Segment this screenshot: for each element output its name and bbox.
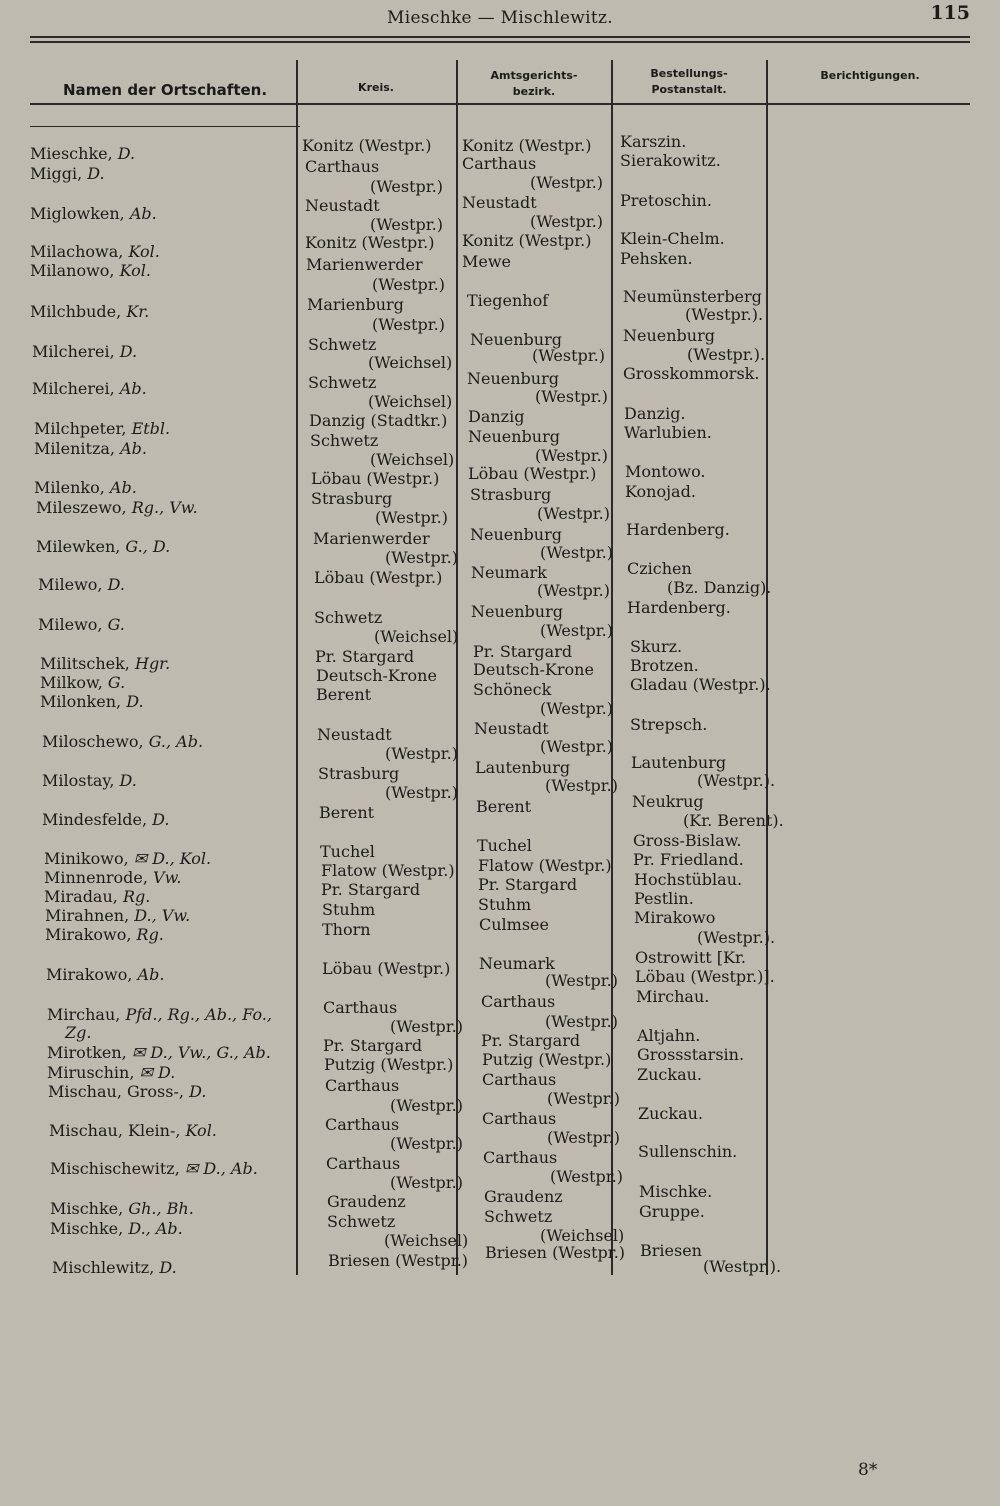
- column-header-post-2: Postanstalt.: [651, 83, 727, 96]
- header-rule-top: [30, 36, 970, 38]
- place-type: ✉ D., Kol.: [133, 849, 212, 868]
- amtsgericht-entry: Tiegenhof: [467, 291, 549, 310]
- kreis-entry: (Westpr.): [370, 177, 443, 196]
- kreis-entry: (Westpr.): [372, 315, 445, 334]
- column-divider-4: [766, 60, 768, 1275]
- kreis-entry: Löbau (Westpr.): [314, 568, 443, 587]
- place-type: D.: [107, 575, 125, 594]
- amtsgericht-entry: Strasburg: [470, 485, 552, 504]
- amtsgericht-entry: (Westpr.): [535, 387, 608, 406]
- place-name-entry: [44, 869, 181, 887]
- place-name: Mieschke,: [30, 144, 118, 163]
- place-name-entry: [44, 850, 211, 868]
- place-type: G.: [107, 615, 125, 634]
- amtsgericht-entry: Schöneck: [473, 680, 552, 699]
- place-type: Zg.: [65, 1023, 92, 1042]
- postanstalt-entry: (Westpr.).: [687, 345, 766, 364]
- place-type: Rg.: [122, 887, 151, 906]
- place-type: Ab.: [137, 965, 165, 984]
- place-name-entry: [47, 1064, 175, 1082]
- place-name: Milanowo,: [30, 261, 120, 280]
- kreis-entry: Strasburg: [318, 764, 400, 783]
- amtsgericht-entry: (Westpr.): [540, 621, 613, 640]
- postanstalt-entry: Neukrug: [632, 792, 704, 811]
- place-name-entry: [34, 420, 170, 438]
- place-name: Mischke,: [50, 1199, 129, 1218]
- amtsgericht-entry: Graudenz: [484, 1187, 563, 1206]
- place-name: Mirchau,: [47, 1005, 126, 1024]
- place-type: D., Ab.: [128, 1219, 183, 1238]
- place-name: Minnenrode,: [44, 868, 154, 887]
- postanstalt-entry: (Kr. Berent).: [683, 811, 784, 830]
- place-name-entry: [50, 1160, 258, 1178]
- kreis-entry: Marienwerder: [306, 255, 423, 274]
- place-type: Hgr.: [134, 654, 171, 673]
- kreis-entry: Marienburg: [307, 295, 404, 314]
- place-type: Kol.: [185, 1121, 217, 1140]
- postanstalt-entry: (Westpr.).: [697, 928, 776, 947]
- amtsgericht-entry: Carthaus: [482, 1070, 557, 1089]
- place-type: Gh., Bh.: [128, 1199, 194, 1218]
- place-name-entry: [44, 888, 150, 906]
- place-name: Mirakowo,: [46, 965, 138, 984]
- place-name: Milewo,: [38, 575, 108, 594]
- place-name-entry: [32, 380, 147, 398]
- amtsgericht-entry: Lautenburg: [475, 758, 571, 777]
- amtsgericht-entry: Neuenburg: [470, 525, 562, 544]
- place-name-entry: [30, 205, 157, 223]
- amtsgericht-entry: Tuchel: [477, 836, 532, 855]
- kreis-entry: Berent: [316, 685, 372, 704]
- postanstalt-entry: Sierakowitz.: [620, 151, 721, 170]
- place-name: Miradau,: [44, 887, 123, 906]
- place-name: Mirakowo,: [45, 925, 137, 944]
- place-name-entry: [30, 303, 149, 321]
- place-type: D.: [152, 810, 170, 829]
- amtsgericht-entry: Neuenburg: [468, 427, 560, 446]
- place-name: Mischlewitz,: [52, 1258, 160, 1277]
- amtsgericht-entry: Löbau (Westpr.): [468, 464, 597, 483]
- amtsgericht-entry: Carthaus: [482, 1109, 557, 1128]
- header-rule-bottom: [30, 103, 970, 105]
- kreis-entry: Graudenz: [327, 1192, 406, 1211]
- header-rule-bottom-2: [30, 126, 300, 127]
- place-name: Miloschewo,: [42, 732, 149, 751]
- kreis-entry: Putzig (Westpr.): [324, 1055, 454, 1074]
- amtsgericht-entry: Neuenburg: [470, 330, 562, 349]
- kreis-entry: Pr. Stargard: [315, 647, 415, 666]
- postanstalt-entry: (Westpr.).: [697, 771, 776, 790]
- postanstalt-entry: Sullenschin.: [638, 1142, 738, 1161]
- place-type: Rg.: [136, 925, 164, 944]
- kreis-entry: Tuchel: [320, 842, 375, 861]
- kreis-entry: Briesen (Westpr.): [328, 1251, 469, 1270]
- amtsgericht-entry: Neuenburg: [471, 602, 563, 621]
- place-type: Kol.: [119, 261, 151, 280]
- amtsgericht-entry: (Westpr.): [537, 504, 610, 523]
- place-name: Milewo,: [38, 615, 108, 634]
- postanstalt-entry: Brotzen.: [630, 656, 699, 675]
- place-type: D.: [87, 164, 105, 183]
- postanstalt-entry: Danzig.: [624, 404, 686, 423]
- column-divider-1: [296, 60, 298, 1275]
- column-header-amtsgericht-1: Amtsgerichts-: [490, 69, 578, 82]
- place-name-entry: [38, 576, 125, 594]
- place-type: Ab.: [109, 478, 137, 497]
- place-name: Mindesfelde,: [42, 810, 153, 829]
- amtsgericht-entry: (Westpr.): [535, 446, 608, 465]
- place-name: Mirahnen,: [45, 906, 135, 925]
- amtsgericht-entry: Neumark: [471, 563, 547, 582]
- postanstalt-entry: Hardenberg.: [627, 598, 731, 617]
- amtsgericht-entry: Neustadt: [462, 193, 537, 212]
- place-name-entry: [40, 655, 170, 673]
- place-name: Miruschin,: [47, 1063, 140, 1082]
- place-type: Ab.: [120, 439, 147, 458]
- place-type: Kol.: [128, 242, 160, 261]
- place-name-entry: [45, 907, 190, 925]
- amtsgericht-entry: Konitz (Westpr.): [462, 231, 592, 250]
- amtsgericht-entry: (Westpr.): [545, 971, 618, 990]
- place-name: Milostay,: [42, 771, 120, 790]
- place-type: D.: [126, 692, 144, 711]
- postanstalt-entry: (Bz. Danzig).: [667, 578, 772, 597]
- place-name-entry: [52, 1259, 177, 1277]
- place-name-entry: [42, 772, 137, 790]
- place-name: Milchpeter,: [34, 419, 132, 438]
- kreis-entry: (Westpr.): [385, 744, 458, 763]
- place-type: Etbl.: [131, 419, 171, 438]
- place-name-entry: [42, 811, 169, 829]
- postanstalt-entry: Neuenburg: [623, 326, 715, 345]
- place-name: Mischischewitz,: [50, 1159, 185, 1178]
- place-name: Milchbude,: [30, 302, 127, 321]
- place-name-entry: [48, 1083, 206, 1101]
- postanstalt-entry: Strepsch.: [630, 715, 708, 734]
- postanstalt-entry: (Westpr.).: [685, 305, 764, 324]
- kreis-entry: Neustadt: [305, 196, 380, 215]
- place-type: Rg., Vw.: [131, 498, 198, 517]
- place-name-entry: [46, 966, 164, 984]
- kreis-entry: Schwetz: [308, 373, 377, 392]
- kreis-entry: Pr. Stargard: [323, 1036, 423, 1055]
- postanstalt-entry: Grossstarsin.: [637, 1045, 745, 1064]
- place-name-entry: [65, 1024, 91, 1042]
- place-type: Ab.: [119, 379, 147, 398]
- amtsgericht-entry: (Westpr.): [537, 581, 610, 600]
- place-name-entry: [40, 674, 125, 692]
- kreis-entry: Konitz (Westpr.): [305, 233, 435, 252]
- place-name: Milonken,: [40, 692, 127, 711]
- place-name-entry: [36, 538, 170, 556]
- place-name: Militschek,: [40, 654, 135, 673]
- column-header-name: Namen der Ortschaften.: [62, 81, 268, 99]
- kreis-entry: Thorn: [322, 920, 371, 939]
- postanstalt-entry: Pehsken.: [620, 249, 693, 268]
- amtsgericht-entry: Carthaus: [462, 154, 537, 173]
- kreis-entry: (Weichsel): [374, 627, 459, 646]
- amtsgericht-entry: (Weichsel): [540, 1226, 625, 1245]
- place-name-entry: [36, 499, 198, 517]
- postanstalt-entry: Altjahn.: [637, 1026, 701, 1045]
- kreis-entry: (Weichsel): [368, 392, 453, 411]
- amtsgericht-entry: Neustadt: [474, 719, 549, 738]
- place-type: D., Vw.: [134, 906, 191, 925]
- place-name-entry: [50, 1220, 183, 1238]
- amtsgericht-entry: Pr. Stargard: [481, 1031, 581, 1050]
- postanstalt-entry: Ostrowitt [Kr.: [635, 948, 746, 967]
- kreis-entry: (Weichsel): [384, 1231, 469, 1250]
- amtsgericht-entry: (Westpr.): [540, 699, 613, 718]
- place-type: G.: [107, 673, 126, 692]
- place-type: G., D.: [125, 537, 171, 556]
- kreis-entry: (Westpr.): [385, 548, 458, 567]
- postanstalt-entry: Karszin.: [620, 132, 687, 151]
- amtsgericht-entry: Neumark: [479, 954, 555, 973]
- postanstalt-entry: Lautenburg: [631, 753, 727, 772]
- place-name-entry: [42, 733, 203, 751]
- kreis-entry: Flatow (Westpr.): [321, 861, 455, 880]
- postanstalt-entry: Warlubien.: [624, 423, 712, 442]
- amtsgericht-entry: (Westpr.): [532, 346, 605, 365]
- postanstalt-entry: (Westpr.).: [703, 1257, 782, 1276]
- kreis-entry: Stuhm: [322, 900, 376, 919]
- page-header-title: Mieschke — Mischlewitz.: [387, 8, 613, 28]
- kreis-entry: Marienwerder: [313, 529, 430, 548]
- place-name: Milcherei,: [32, 379, 120, 398]
- column-header-kreis: Kreis.: [358, 81, 394, 94]
- kreis-entry: (Westpr.): [385, 783, 458, 802]
- postanstalt-entry: Hochstüblau.: [634, 870, 743, 889]
- amtsgericht-entry: Pr. Stargard: [473, 642, 573, 661]
- kreis-entry: Carthaus: [323, 998, 398, 1017]
- place-type: Kr.: [126, 302, 150, 321]
- place-name-entry: [34, 479, 137, 497]
- place-name: Minikowo,: [44, 849, 134, 868]
- place-name: Miggi,: [30, 164, 88, 183]
- place-type: D.: [119, 342, 138, 361]
- postanstalt-entry: Gruppe.: [639, 1202, 705, 1221]
- kreis-entry: Neustadt: [317, 725, 392, 744]
- amtsgericht-entry: (Westpr.): [540, 737, 613, 756]
- place-name-entry: [38, 616, 125, 634]
- kreis-entry: Carthaus: [325, 1115, 400, 1134]
- column-header-berichtigungen: Berichtigungen.: [820, 69, 920, 82]
- postanstalt-entry: Neumünsterberg: [623, 287, 762, 306]
- amtsgericht-entry: Danzig: [468, 407, 525, 426]
- header-rule-top-2: [30, 41, 970, 43]
- kreis-entry: (Westpr.): [390, 1096, 463, 1115]
- place-name-entry: [45, 926, 164, 944]
- place-type: ✉ D.: [139, 1063, 176, 1082]
- place-name-entry: [50, 1200, 194, 1218]
- amtsgericht-entry: Konitz (Westpr.): [462, 136, 592, 155]
- amtsgericht-entry: (Westpr.): [540, 543, 613, 562]
- place-name: Mileszewo,: [36, 498, 132, 517]
- place-type: D.: [119, 771, 137, 790]
- place-name: Milkow,: [40, 673, 108, 692]
- postanstalt-entry: Pestlin.: [634, 889, 694, 908]
- kreis-entry: (Westpr.): [370, 215, 443, 234]
- place-type: D.: [117, 144, 136, 163]
- kreis-entry: Löbau (Westpr.): [322, 959, 451, 978]
- place-name-entry: [47, 1006, 272, 1024]
- postanstalt-entry: Mischke.: [639, 1182, 713, 1201]
- amtsgericht-entry: (Westpr.): [547, 1089, 620, 1108]
- postanstalt-entry: Mirchau.: [636, 987, 710, 1006]
- place-name: Mirotken,: [47, 1043, 132, 1062]
- place-name: Milcherei,: [32, 342, 120, 361]
- place-name: Mischau, Klein-,: [49, 1121, 186, 1140]
- postanstalt-entry: Zuckau.: [637, 1065, 703, 1084]
- postanstalt-entry: Hardenberg.: [626, 520, 730, 539]
- place-type: ✉ D., Ab.: [184, 1159, 258, 1178]
- place-type: Pfd., Rg., Ab., Fo.,: [125, 1005, 272, 1024]
- postanstalt-entry: Konojad.: [625, 482, 696, 501]
- amtsgericht-entry: Berent: [476, 797, 532, 816]
- amtsgericht-entry: Carthaus: [481, 992, 556, 1011]
- kreis-entry: Konitz (Westpr.): [302, 136, 432, 155]
- kreis-entry: Danzig (Stadtkr.): [309, 411, 448, 430]
- kreis-entry: Berent: [319, 803, 375, 822]
- kreis-entry: (Weichsel): [370, 450, 455, 469]
- kreis-entry: Pr. Stargard: [321, 880, 421, 899]
- kreis-entry: Carthaus: [305, 157, 380, 176]
- postanstalt-entry: Grosskommorsk.: [623, 364, 760, 383]
- postanstalt-entry: Gladau (Westpr.).: [630, 675, 771, 694]
- postanstalt-entry: Montowo.: [625, 462, 706, 481]
- place-name-entry: [34, 440, 147, 458]
- kreis-entry: (Westpr.): [372, 275, 445, 294]
- kreis-entry: (Westpr.): [390, 1017, 463, 1036]
- amtsgericht-entry: Mewe: [462, 252, 512, 271]
- place-name-entry: [40, 693, 144, 711]
- place-type: D.: [189, 1082, 207, 1101]
- place-type: Vw.: [153, 868, 182, 887]
- place-name: Milewken,: [36, 537, 126, 556]
- place-name-entry: [30, 262, 151, 280]
- kreis-entry: (Westpr.): [375, 508, 448, 527]
- amtsgericht-entry: (Westpr.): [530, 173, 603, 192]
- page-number: 115: [930, 2, 970, 24]
- place-type: Ab.: [129, 204, 157, 223]
- kreis-entry: Carthaus: [326, 1154, 401, 1173]
- place-name-entry: [49, 1122, 217, 1140]
- amtsgericht-entry: (Westpr.): [545, 1012, 618, 1031]
- kreis-entry: (Weichsel): [368, 353, 453, 372]
- postanstalt-entry: Gross-Bislaw.: [633, 831, 742, 850]
- amtsgericht-entry: Carthaus: [483, 1148, 558, 1167]
- postanstalt-entry: Mirakowo: [634, 908, 716, 927]
- kreis-entry: Schwetz: [308, 335, 377, 354]
- postanstalt-entry: Löbau (Westpr.)].: [635, 967, 775, 986]
- place-name: Milachowa,: [30, 242, 129, 261]
- amtsgericht-entry: Flatow (Westpr.): [478, 856, 612, 875]
- amtsgericht-entry: Stuhm: [478, 895, 532, 914]
- place-type: G., Ab.: [148, 732, 204, 751]
- place-name-entry: [30, 145, 135, 163]
- place-name-entry: [47, 1044, 271, 1062]
- amtsgericht-entry: Neuenburg: [467, 369, 559, 388]
- place-name-entry: [30, 243, 160, 261]
- amtsgericht-entry: (Westpr.): [547, 1128, 620, 1147]
- kreis-entry: Carthaus: [325, 1076, 400, 1095]
- place-name: Miglowken,: [30, 204, 130, 223]
- kreis-entry: Löbau (Westpr.): [311, 469, 440, 488]
- amtsgericht-entry: Pr. Stargard: [478, 875, 578, 894]
- kreis-entry: (Westpr.): [390, 1134, 463, 1153]
- kreis-entry: Deutsch-Krone: [316, 666, 437, 685]
- place-name-entry: [32, 343, 137, 361]
- kreis-entry: Strasburg: [311, 489, 393, 508]
- place-name: Mischau, Gross-,: [48, 1082, 190, 1101]
- amtsgericht-entry: Briesen (Westpr.): [485, 1243, 626, 1262]
- postanstalt-entry: Zuckau.: [638, 1104, 704, 1123]
- column-divider-2: [456, 60, 458, 1275]
- amtsgericht-entry: Putzig (Westpr.): [482, 1050, 612, 1069]
- postanstalt-entry: Briesen: [640, 1241, 702, 1260]
- postanstalt-entry: Klein-Chelm.: [620, 229, 725, 248]
- postanstalt-entry: Skurz.: [630, 637, 683, 656]
- place-name: Milenko,: [34, 478, 110, 497]
- amtsgericht-entry: (Westpr.): [545, 776, 618, 795]
- postanstalt-entry: Pretoschin.: [620, 191, 712, 210]
- amtsgericht-entry: Deutsch-Krone: [473, 660, 594, 679]
- amtsgericht-entry: Schwetz: [484, 1207, 553, 1226]
- amtsgericht-entry: (Westpr.): [550, 1167, 623, 1186]
- kreis-entry: Schwetz: [314, 608, 383, 627]
- kreis-entry: Schwetz: [327, 1212, 396, 1231]
- place-name-entry: [30, 165, 105, 183]
- postanstalt-entry: Czichen: [627, 559, 692, 578]
- amtsgericht-entry: (Westpr.): [530, 212, 603, 231]
- place-type: D.: [159, 1258, 177, 1277]
- amtsgericht-entry: Culmsee: [479, 915, 549, 934]
- page-signature: 8*: [858, 1460, 878, 1480]
- kreis-entry: (Westpr.): [390, 1173, 463, 1192]
- column-header-amtsgericht-2: bezirk.: [512, 85, 556, 98]
- column-header-post-1: Bestellungs-: [650, 67, 728, 80]
- kreis-entry: Schwetz: [310, 431, 379, 450]
- place-name: Mischke,: [50, 1219, 129, 1238]
- place-type: ✉ D., Vw., G., Ab.: [131, 1043, 271, 1062]
- postanstalt-entry: Pr. Friedland.: [633, 850, 744, 869]
- place-name: Milenitza,: [34, 439, 121, 458]
